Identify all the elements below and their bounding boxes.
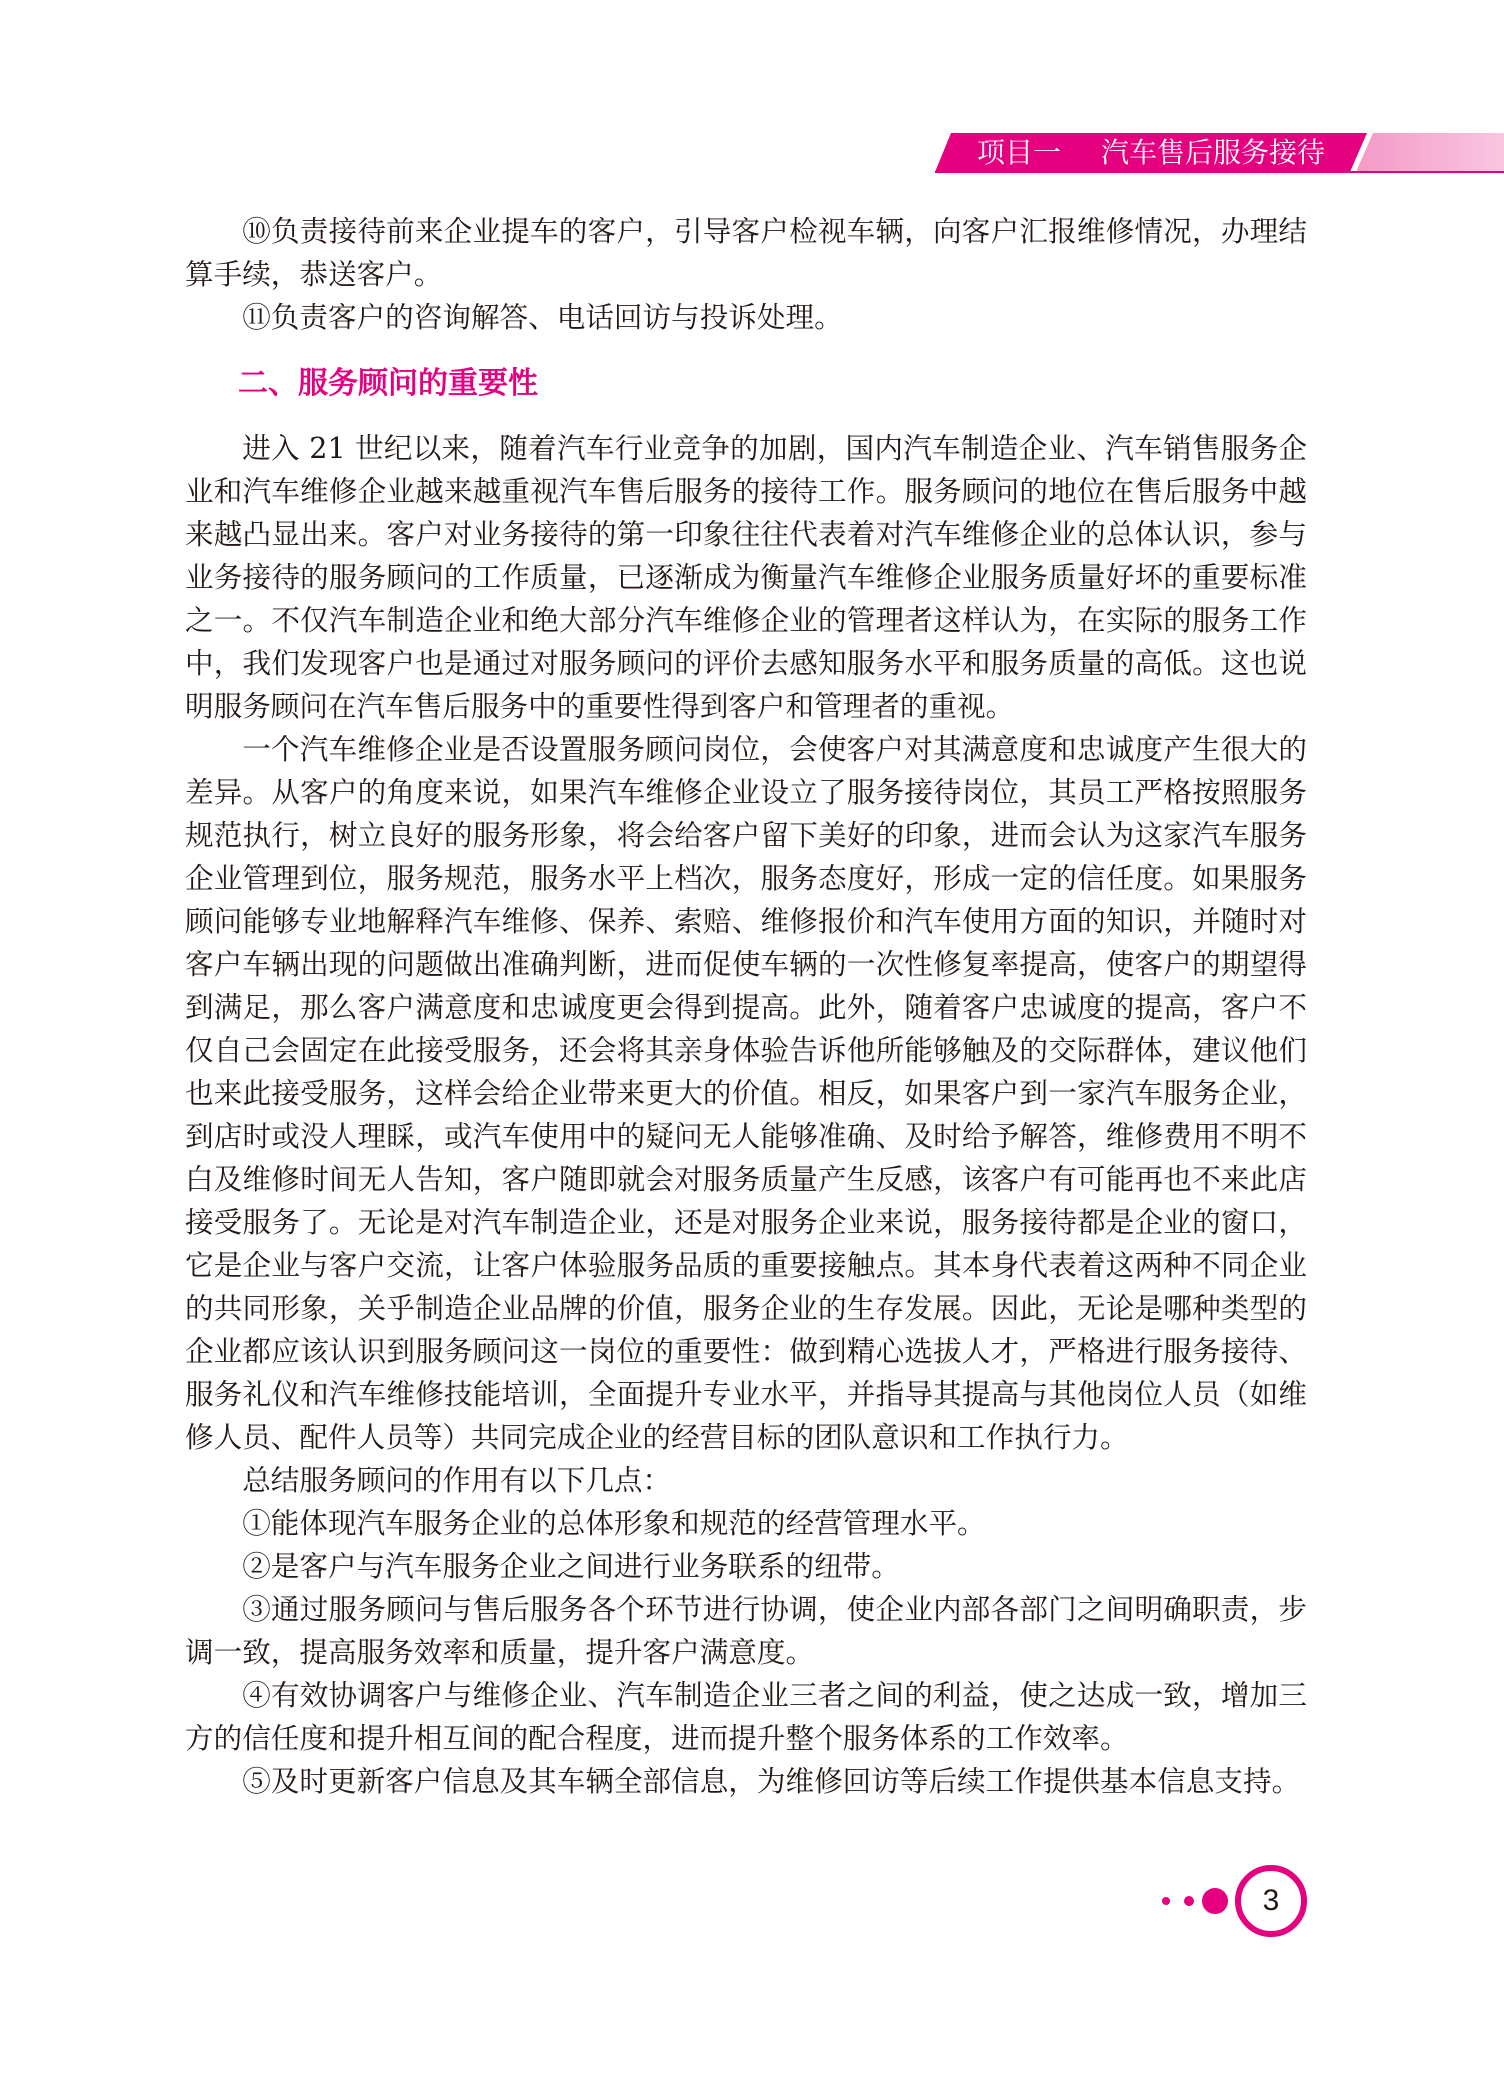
summary-point: ①能体现汽车服务企业的总体形象和规范的经营管理水平。: [242, 1506, 986, 1540]
body-content: [185, 210, 1307, 1803]
page-number-dot-medium: [1184, 1896, 1194, 1906]
summary-point: ④有效协调客户与维修企业、汽车制造企业三者之间的利益，使之达成一致，增加三方的信任度和提升相互间的配合程度，进而提升整个服务体系的工作效率。: [185, 1678, 1307, 1755]
list-item: ⑪负责客户的咨询解答、电话回访与投诉处理。: [242, 300, 843, 334]
summary-point: ②是客户与汽车服务企业之间进行业务联系的纽带。: [242, 1549, 900, 1583]
page-number: 3: [1262, 1884, 1280, 1917]
running-header: [977, 133, 1325, 172]
section-heading: 二、服务顾问的重要性: [238, 366, 538, 401]
body-paragraph: 进入 21 世纪以来，随着汽车行业竞争的加剧，国内汽车制造企业、汽车销售服务企业和汽车维修企业越来越重视汽车售后服务的接待工作。服务顾问的地位在售后服务中越来越凸显出来。客户对业务接待的第一印象往往代表着对汽车维修企业的总体认识，参与业务接待的服务顾问的工作质量，已逐渐成为衡量汽车维修企业服务质量好坏的重要标准之一。不仅汽车制造企业和绝大部分汽车维修企业的管理者这样认为，在实际的服务工作中，我们发现客户也是通过对服务顾问的评价去感知服务水平和服务质量的高低。这也说明服务顾问在汽车售后服务中的重要性得到客户和管理者的重视。: [185, 431, 1307, 723]
summary-point: ⑤及时更新客户信息及其车辆全部信息，为维修回访等后续工作提供基本信息支持。: [242, 1764, 1301, 1798]
list-item: ⑩负责接待前来企业提车的客户，引导客户检视车辆，向客户汇报维修情况，办理结算手续，恭送客户。: [185, 214, 1307, 291]
page-number-dot-large: [1202, 1888, 1228, 1914]
project-label: 项目一: [977, 136, 1062, 169]
page-number-dot-small: [1162, 1897, 1170, 1905]
body-paragraph: 一个汽车维修企业是否设置服务顾问岗位，会使客户对其满意度和忠诚度产生很大的差异。从客户的角度来说，如果汽车维修企业设立了服务接待岗位，其员工严格按照服务规范执行，树立良好的服务形象，将会给客户留下美好的印象，进而会认为这家汽车服务企业管理到位，服务规范，服务水平上档次，服务态度好，形成一定的信任度。如果服务顾问能够专业地解释汽车维修、保养、索赔、维修报价和汽车使用方面的知识，并随时对客户车辆出现的问题做出准确判断，进而促使车辆的一次性修复率提高，使客户的期望得到满足，那么客户满意度和忠诚度更会得到提高。此外，随着客户忠诚度的提高，客户不仅自己会固定在此接受服务，还会将其亲身体验告诉他所能够触及的交际群体，建议他们也来此接受服务，这样会给企业带来更大的价值。相反，如果客户到一家汽车服务企业，到店时或没人理睬，或汽车使用中的疑问无人能够准确、及时给予解答，维修费用不明不白及维修时间无人告知，客户随即就会对服务质量产生反感，该客户有可能再也不来此店接受服务了。无论是对汽车制造企业，还是对服务企业来说，服务接待都是企业的窗口，它是企业与客户交流，让客户体验服务品质的重要接触点。其本身代表着这两种不同企业的共同形象，关乎制造企业品牌的价值，服务企业的生存发展。因此，无论是哪种类型的企业都应该认识到服务顾问这一岗位的重要性：做到精心选拔人才，严格进行服务接待、服务礼仪和汽车维修技能培训，全面提升专业水平，并指导其提高与其他岗位人员（如维修人员、配件人员等）共同完成企业的经营目标的团队意识和工作执行力。: [185, 732, 1307, 1454]
header-gradient-band: [1356, 133, 1504, 172]
project-title: 汽车售后服务接待: [1101, 136, 1326, 169]
summary-intro: 总结服务顾问的作用有以下几点：: [242, 1463, 672, 1497]
summary-point: ③通过服务顾问与售后服务各个环节进行协调，使企业内部各部门之间明确职责，步调一致，提高服务效率和质量，提升客户满意度。: [185, 1592, 1307, 1669]
